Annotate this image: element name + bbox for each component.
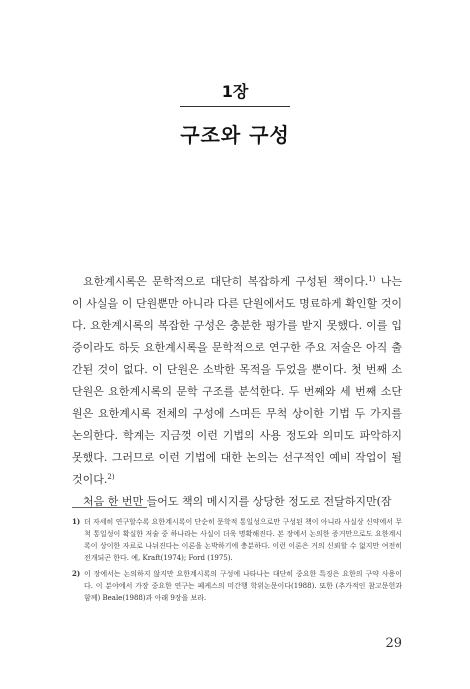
footnotes: [72, 516, 402, 608]
chapter-divider: [180, 106, 290, 107]
paragraph-1: [72, 271, 402, 491]
footnote-ref-1: 1): [368, 275, 376, 283]
footnote-text: 이 장에서는 논의하지 않지만 요한계시록의 구성에 나타나는 대단히 중요한 특징은 요한의 구약 사용이다. 이 분야에서 가장 중요한 연구는 페케스의 미간행 학위논문이다(1988). 또한 (추가적인 참고문헌과 함께) Beale(1988)과 아래 9장을 보라.: [84, 570, 402, 602]
footnote-ref-2: 2): [107, 473, 115, 481]
paragraph-2: 처음 한 번만 들어도 책의 메시지를 상당한 정도로 전달하지만(잠: [83, 495, 392, 508]
footnote-1: [72, 516, 402, 564]
paragraph-1-part-2: 나는 이 사실을 이 단원뿐만 아니라 다른 단원에서도 명료하게 확인할 것이다. 요한계시록의 복잡한 구성은 충분한 평가를 받지 못했다. 이를 입증이라도 하듯 요한계시록을 문학적으로 연구한 주요 저술은 아직 출간된 것이 없다. 이 단원은 소박한 목적을 두었을 뿐이다. 첫 번째 소단원은 요한계시록의 문학 구조를 분석한다. 두 번째와 세 번째 소단원은 요한계시록 전체의 구성에 스며든 무척 상이한 기법 두 가지를 논의한다. 학계는 지금껏 이런 기법의 사용 정도와 의미도 파악하지 못했다. 그러므로 이런 기법에 대한 논의는 선구적인 예비 작업이 될 것이다.: [72, 275, 402, 486]
footnote-text: 더 자세히 연구할수록 요한계시록이 단순히 문학적 통일성으로만 구성된 책이 아니라 사실상 신약에서 무척 통일성이 확실한 저술 중 하나라는 사실이 더욱 명확해진다. 본 장에서 논의한 증거만으로도 요한계시록이 상이한 자료로 나뉘진다는 이론을 논박하기에 충분하다. 이런 이론은 거의 신뢰할 수 없지만 여전히 전개되곤 한다. 예, Kraft(1974); Ford (1975).: [84, 518, 402, 562]
chapter-title: 구조와 구성: [180, 123, 290, 147]
page-number: 29: [385, 636, 402, 651]
footnote-number: 2): [72, 569, 81, 578]
footnote-number: 1): [72, 517, 81, 526]
body-text: [72, 271, 402, 513]
footnote-2: [72, 568, 402, 604]
footnote-divider: [72, 507, 147, 508]
chapter-label: 1장: [221, 82, 249, 101]
paragraph-1-part-1: 요한계시록은 문학적으로 대단히 복잡하게 구성된 책이다.: [83, 275, 369, 288]
